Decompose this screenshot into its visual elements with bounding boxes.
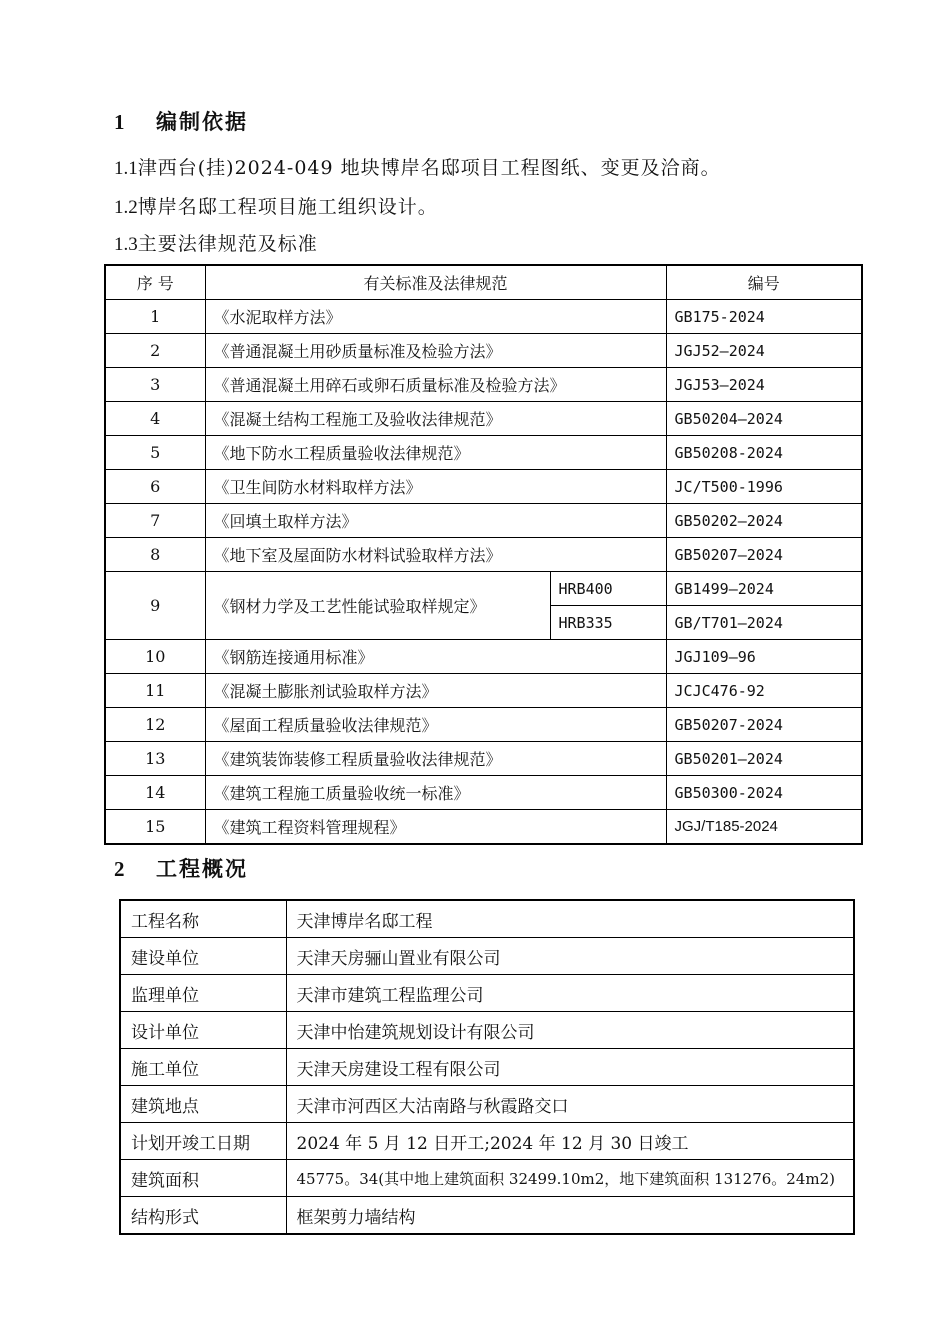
item-1-3 [114,229,318,256]
row-name: 《混凝土膨胀剂试验取样方法》 [205,674,666,708]
standards-table [104,264,863,845]
steel-grade: HRB400 [550,572,666,606]
row-code: GB175-2024 [666,300,862,334]
item-number: 1.3 [114,234,138,255]
row-code: GB50208-2024 [666,436,862,470]
row-name: 《钢筋连接通用标准》 [205,640,666,674]
table-row [105,538,862,572]
item-text: 主要法律规范及标准 [137,233,318,255]
row-name: 《建筑工程资料管理规程》 [205,810,666,845]
overview-value: 天津市河西区大沽南路与秋霞路交口 [286,1086,854,1123]
overview-value: 天津市建筑工程监理公司 [286,975,854,1012]
table-row [105,742,862,776]
row-name: 《地下防水工程质量验收法律规范》 [205,436,666,470]
table-row [105,810,862,845]
steel-grade: HRB335 [550,606,666,640]
overview-table [119,899,855,1235]
row-no: 8 [105,538,205,572]
row-no: 5 [105,436,205,470]
section-2-title: 工程概况 [156,856,248,881]
row-no: 10 [105,640,205,674]
row-code: GB50207—2024 [666,538,862,572]
section-2-number: 2 [114,857,127,881]
table-row [120,1086,854,1123]
row-name: 《普通混凝土用砂质量标准及检验方法》 [205,334,666,368]
overview-label: 监理单位 [120,975,286,1012]
table-header-row [105,265,862,300]
row-name: 《回填土取样方法》 [205,504,666,538]
overview-value: 45775。34(其中地上建筑面积 32499.10m2，地下建筑面积 131276。24m2) [286,1160,854,1197]
table-row [105,776,862,810]
overview-label: 工程名称 [120,900,286,938]
table-row [105,402,862,436]
header-code: 编号 [666,265,862,300]
table-row [105,504,862,538]
row-no: 3 [105,368,205,402]
row-no: 1 [105,300,205,334]
row-code: GB50207-2024 [666,708,862,742]
table-row [105,674,862,708]
overview-value: 2024 年 5 月 12 日开工;2024 年 12 月 30 日竣工 [286,1123,854,1160]
row-no: 6 [105,470,205,504]
table-row [105,368,862,402]
table-row [120,1197,854,1235]
table-row [120,1160,854,1197]
item-text: 博岸名邸工程项目施工组织设计。 [137,196,438,218]
header-name: 有关标准及法律规范 [205,265,666,300]
row-name: 《屋面工程质量验收法律规范》 [205,708,666,742]
row-no: 4 [105,402,205,436]
table-row [105,708,862,742]
overview-label: 建筑地点 [120,1086,286,1123]
overview-value: 天津中怡建筑规划设计有限公司 [286,1012,854,1049]
table-row [120,1012,854,1049]
row-no: 9 [105,572,205,640]
item-text: 津西台(挂)2024-049 地块博岸名邸项目工程图纸、变更及洽商。 [137,157,721,179]
row-no: 12 [105,708,205,742]
overview-value: 天津博岸名邸工程 [286,900,854,938]
row-code: GB50300-2024 [666,776,862,810]
row-code: JGJ52—2024 [666,334,862,368]
overview-value: 天津天房骊山置业有限公司 [286,938,854,975]
overview-label: 计划开竣工日期 [120,1123,286,1160]
table-row [120,938,854,975]
row-no: 13 [105,742,205,776]
overview-label: 建设单位 [120,938,286,975]
table-row [105,334,862,368]
row-name: 《地下室及屋面防水材料试验取样方法》 [205,538,666,572]
row-no: 2 [105,334,205,368]
table-row [105,470,862,504]
row-name: 《建筑工程施工质量验收统一标准》 [205,776,666,810]
table-row [105,640,862,674]
item-1-2 [114,192,438,219]
item-1-1 [114,153,721,180]
row-code: GB50202—2024 [666,504,862,538]
row-name: 《混凝土结构工程施工及验收法律规范》 [205,402,666,436]
table-row [120,1123,854,1160]
section-1-title: 编制依据 [156,109,248,134]
row-code: GB/T701—2024 [666,606,862,640]
row-name: 《建筑装饰装修工程质量验收法律规范》 [205,742,666,776]
item-number: 1.1 [114,158,138,179]
overview-label: 施工单位 [120,1049,286,1086]
row-code: JC/T500-1996 [666,470,862,504]
table-row [120,975,854,1012]
table-row [105,572,862,606]
row-no: 14 [105,776,205,810]
item-number: 1.2 [114,197,138,218]
overview-value: 天津天房建设工程有限公司 [286,1049,854,1086]
row-code: JGJ/T185-2024 [666,810,862,845]
row-name: 《水泥取样方法》 [205,300,666,334]
table-row [105,300,862,334]
row-no: 15 [105,810,205,845]
row-no: 7 [105,504,205,538]
row-no: 11 [105,674,205,708]
section-1-heading [114,106,248,136]
overview-label: 建筑面积 [120,1160,286,1197]
row-code: GB1499—2024 [666,572,862,606]
row-code: JGJ53—2024 [666,368,862,402]
overview-value: 框架剪力墙结构 [286,1197,854,1235]
header-no: 序 号 [105,265,205,300]
row-code: JGJ109—96 [666,640,862,674]
row-name: 《普通混凝土用碎石或卵石质量标准及检验方法》 [205,368,666,402]
section-2-heading [114,853,248,883]
row-code: JCJC476-92 [666,674,862,708]
table-row [120,1049,854,1086]
row-code: GB50204—2024 [666,402,862,436]
row-name: 《卫生间防水材料取样方法》 [205,470,666,504]
row-name: 《钢材力学及工艺性能试验取样规定》 [205,572,550,640]
overview-label: 设计单位 [120,1012,286,1049]
table-row [105,436,862,470]
row-code: GB50201—2024 [666,742,862,776]
table-row [120,900,854,938]
section-1-number: 1 [114,110,127,134]
overview-label: 结构形式 [120,1197,286,1235]
